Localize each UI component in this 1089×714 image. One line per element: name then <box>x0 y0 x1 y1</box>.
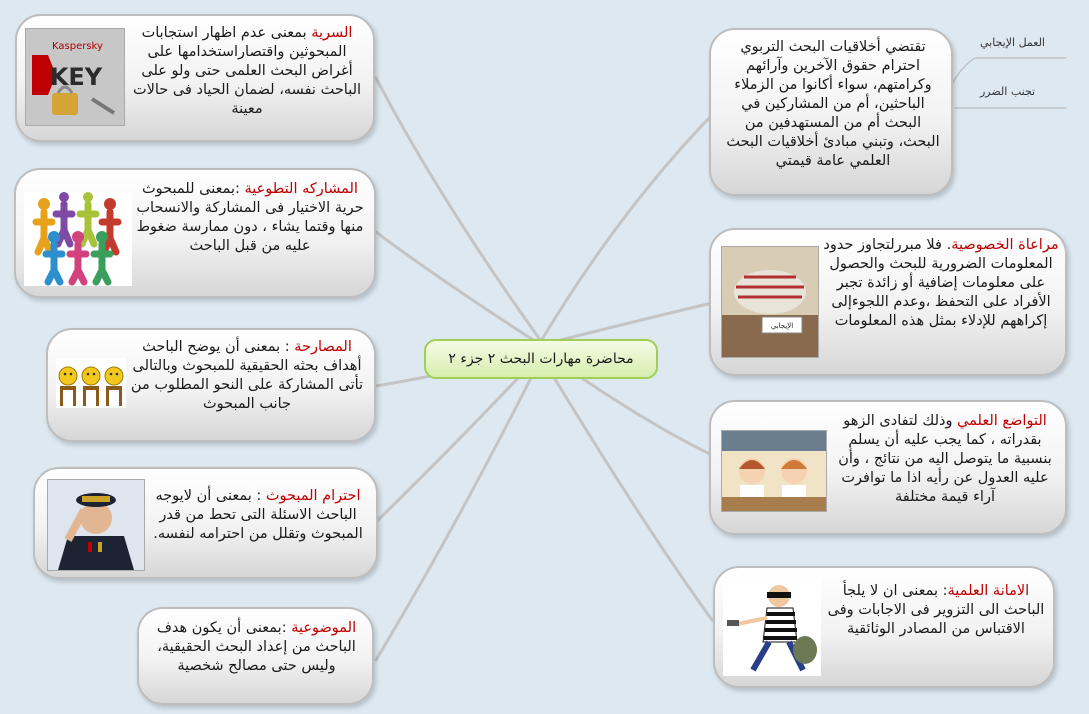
honesty-body: : بمعنى ان لا يلجأ الباحث الى التزوير فى الاجابات وفى الاقتباس من المصادر الوثائقية <box>827 583 1045 637</box>
key-word-text: KEY <box>49 63 103 91</box>
node-humility[interactable] <box>709 400 1067 535</box>
officer-photo <box>47 479 145 571</box>
objectivity-text <box>149 619 364 676</box>
line-to-respect <box>376 354 541 522</box>
label-positive-work: العمل الإيجابي <box>980 36 1045 49</box>
frankness-body: : بمعنى أن يوضح الباحث أهداف بحثه الحقيقية للمبحوث وبالتالى تأتى المشاركة على النحو المطلوب من جانب المبحوث <box>130 339 364 412</box>
node-respect[interactable] <box>33 467 378 579</box>
privacy-sign-text: الإيجابي <box>770 322 794 330</box>
label-avoid-harm: تجنب الضرر <box>980 85 1036 98</box>
privacy-text <box>823 236 1059 331</box>
voluntary-text <box>134 180 366 256</box>
secrecy-title: السرية <box>311 25 353 41</box>
line-to-honesty <box>541 356 712 620</box>
node-privacy[interactable] <box>709 228 1067 376</box>
privacy-body: . فلا مبررلتجاوز حدود المعلومات الضرورية للبحث والحصول على معلومات إضافية أو زائدة تجبر الأفراد على التحفظ ،وعدم اللجوءإلى إكراههم للإدلاء بمثل هذه المعلومات <box>823 237 1053 329</box>
humility-title: التواضع العلمي <box>957 413 1047 429</box>
privacy-photo <box>721 246 819 358</box>
respect-title: احترام المبحوث <box>265 488 361 504</box>
secrecy-body: بمعنى عدم اظهار استجابات المبحوثين واقتصاراستخدامها على أغراض البحث العلمى حتى ولو على الباحث نفسه، لضمان الحياد فى حالات معينة <box>132 25 362 117</box>
line-to-voluntary <box>376 232 541 345</box>
objectivity-body: :بمعنى أن يكون هدف الباحث من إعداد البحث الحقيقية، وليس حتى مصالح شخصية <box>156 620 356 674</box>
node-objectivity[interactable] <box>137 607 374 705</box>
people-circle-image <box>24 192 132 286</box>
frankness-title: المصارحة <box>294 339 352 355</box>
kaspersky-key-image <box>25 28 125 126</box>
honesty-title: الامانة العلمية <box>947 583 1030 599</box>
objectivity-title: الموضوعية <box>291 620 357 636</box>
node-voluntary[interactable] <box>14 168 376 298</box>
line-to-secrecy <box>376 78 541 341</box>
voluntary-title: المشاركه التطوعية <box>244 181 358 197</box>
central-topic[interactable]: محاضرة مهارات البحث ٢ جزء ٢ <box>424 339 658 379</box>
line-to-labels <box>940 58 1066 110</box>
respect-text <box>149 487 367 544</box>
line-to-ethics <box>541 115 712 341</box>
thief-cartoon <box>723 578 821 676</box>
respect-body: : بمعنى أن لايوجه الباحث الاسئلة التى تحط من قدر المبحوث وتقلل من احترامه لنفسه. <box>153 488 363 542</box>
node-secrecy[interactable] <box>15 14 375 142</box>
voluntary-body: :بمعنى للمبحوث حرية الاختيار فى المشاركة والانسحاب منها وقتما يشاء ، دون ممارسة ضغوط عليه من قبل الباحث <box>136 181 364 254</box>
research-ethics-text: تقتضي أخلاقيات البحث التربوي احترام حقوق الآخرين وآرائهم وكرامتهم، سواء أكانوا من الزملاء الباحثين، أم من المشاركين في البحث أم من المستهدفين من البحث، وتبني مبادئ أخلاقيات البحث العلمي عامة قيمتي <box>726 39 940 169</box>
frankness-text <box>128 338 366 414</box>
line-to-objectivity <box>376 358 541 660</box>
honesty-text <box>823 582 1049 639</box>
kaspersky-logo-text: Kaspersky <box>52 41 103 52</box>
privacy-title: مراعاة الخصوصية <box>951 237 1059 253</box>
humility-cartoon <box>721 430 827 512</box>
humility-body: وذلك لتفادى الزهو بقدراته ، كما يجب عليه أن يسلم بنسبية ما يتوصل اليه من نتائج ، وأن عليه العدول عن رأيه اذا ما توافرت آراء قيمة مختلفة <box>838 413 1052 505</box>
chairs-smileys-image <box>56 358 126 408</box>
secrecy-text <box>127 24 367 119</box>
node-scientific-honesty[interactable] <box>713 566 1055 688</box>
humility-text <box>831 412 1059 507</box>
node-frankness[interactable] <box>46 328 376 442</box>
node-research-ethics[interactable] <box>709 28 953 196</box>
